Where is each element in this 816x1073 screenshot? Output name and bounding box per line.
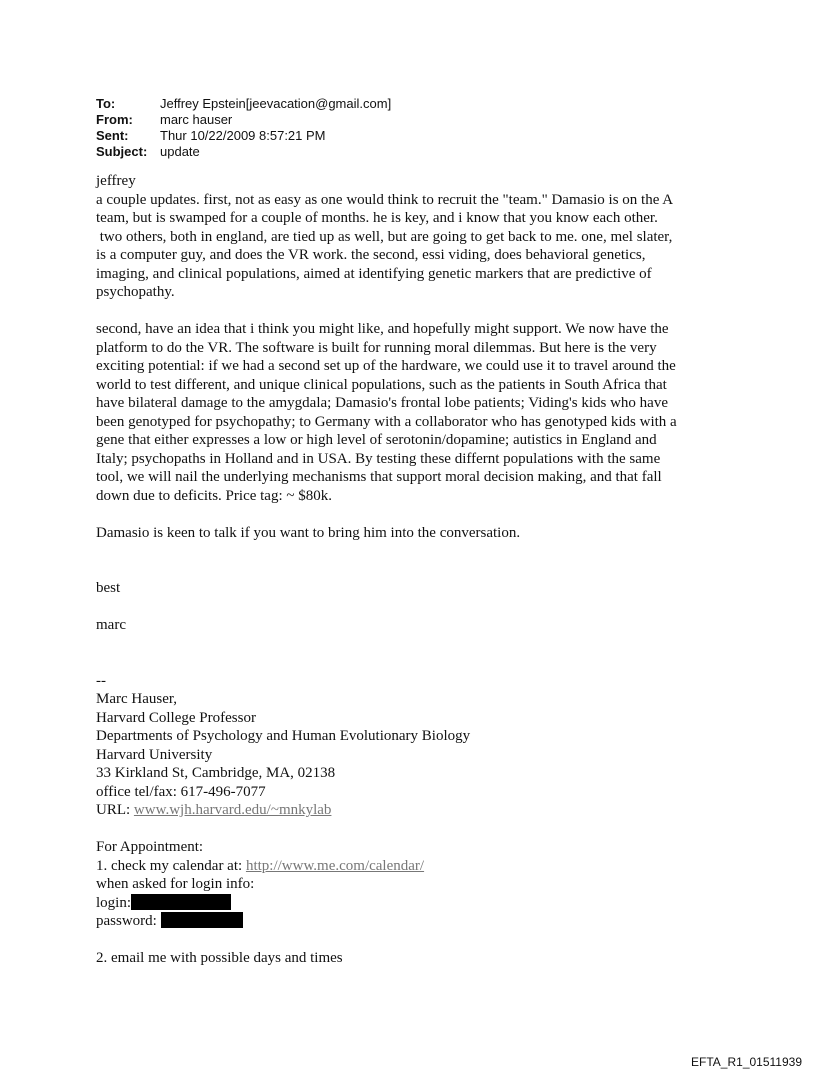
signature-address: 33 Kirkland St, Cambridge, MA, 02138	[96, 765, 336, 781]
body-line: two others, both in england, are tied up as well, but are going to get back to me. one, mel slater,	[96, 228, 673, 245]
body-line: gene that either expresses a low or high level of serotonin/dopamine; autistics in England and	[96, 432, 657, 448]
to-row	[96, 96, 391, 112]
signature-name: Marc Hauser,	[96, 691, 178, 707]
login-label: login:	[96, 894, 132, 911]
body-line: team, but is swamped for a couple of months. he is key, and i know that you know each other.	[96, 210, 658, 226]
sent-row	[96, 128, 391, 144]
to-value: Jeffrey Epstein[jeevacation@gmail.com]	[160, 96, 392, 111]
body-line: second, have an idea that i think you might like, and hopefully might support. We now have the	[96, 321, 669, 337]
body-line: exciting potential: if we had a second set up of the hardware, we could use it to travel around the	[96, 358, 676, 374]
body-line: have bilateral damage to the amygdala; Damasio's frontal lobe patients; Viding's kids who have	[96, 395, 668, 411]
to-label: To:	[96, 96, 116, 111]
paragraph-3: Damasio is keen to talk if you want to bring him into the conversation.	[96, 524, 521, 541]
from-label: From:	[96, 112, 133, 127]
body-line: is a computer guy, and does the VR work. the second, essi viding, does behavioral genetics,	[96, 247, 646, 263]
body-line: platform to do the VR. The software is built for running moral dilemmas. But here is the very	[96, 339, 657, 356]
login-redaction	[131, 894, 231, 910]
body-line: world to test different, and unique clinical populations, such as the patients in South Africa that	[96, 376, 667, 393]
appointment-step-2: 2. email me with possible days and times	[96, 950, 343, 966]
appointment-block	[96, 838, 736, 968]
login-line	[96, 894, 736, 913]
paragraph-1	[96, 191, 736, 302]
subject-value: update	[160, 144, 200, 159]
signature-university: Harvard University	[96, 746, 213, 763]
lab-url-link[interactable]: www.wjh.harvard.edu/~mnkylab	[133, 802, 332, 818]
login-prompt: when asked for login info:	[96, 876, 255, 892]
signature-block	[96, 672, 736, 820]
signoff: marc	[96, 617, 126, 633]
body-line: psychopathy.	[96, 284, 175, 300]
body-line: Italy; psychopaths in Holland and in USA. By testing these differnt populations with the same	[96, 450, 661, 467]
body-line: tool, we will nail the underlying mechanisms that support moral decision making, and that fall	[96, 469, 662, 485]
password-label: password:	[96, 913, 161, 929]
password-line	[96, 912, 736, 931]
paragraph-2	[96, 320, 736, 505]
from-value: marc hauser	[160, 112, 233, 127]
document-id: EFTA_R1_01511939	[691, 1055, 802, 1069]
signature-department: Departments of Psychology and Human Evolutionary Biology	[96, 728, 471, 744]
email-body	[96, 172, 736, 968]
body-line: down due to deficits. Price tag: ~ $80k.	[96, 487, 332, 504]
sent-value: Thur 10/22/2009 8:57:21 PM	[160, 128, 326, 143]
subject-row	[96, 144, 391, 160]
body-line: imaging, and clinical populations, aimed at identifying genetic markers that are predictive of	[96, 265, 652, 282]
signature-title: Harvard College Professor	[96, 709, 256, 726]
body-line: been genotyped for psychopathy; to Germany with a collaborator who has genotyped kids with a	[96, 413, 677, 430]
calendar-step-text: 1. check my calendar at:	[96, 857, 246, 874]
signature-url-line	[96, 801, 736, 820]
calendar-link[interactable]: http://www.me.com/calendar/	[245, 857, 425, 874]
greeting: jeffrey	[96, 173, 136, 189]
signature-phone: office tel/fax: 617-496-7077	[96, 783, 266, 800]
email-header	[96, 96, 391, 160]
body-line: a couple updates. first, not as easy as one would think to recruit the "team." Damasio is on the A	[96, 191, 674, 208]
password-redaction	[161, 912, 243, 928]
from-row	[96, 112, 391, 128]
calendar-line	[96, 857, 736, 876]
url-label: URL:	[96, 802, 134, 818]
signature-separator: --	[96, 672, 106, 689]
closing: best	[96, 580, 121, 596]
subject-label: Subject:	[96, 144, 148, 159]
appointment-heading: For Appointment:	[96, 839, 204, 855]
sent-label: Sent:	[96, 128, 129, 143]
